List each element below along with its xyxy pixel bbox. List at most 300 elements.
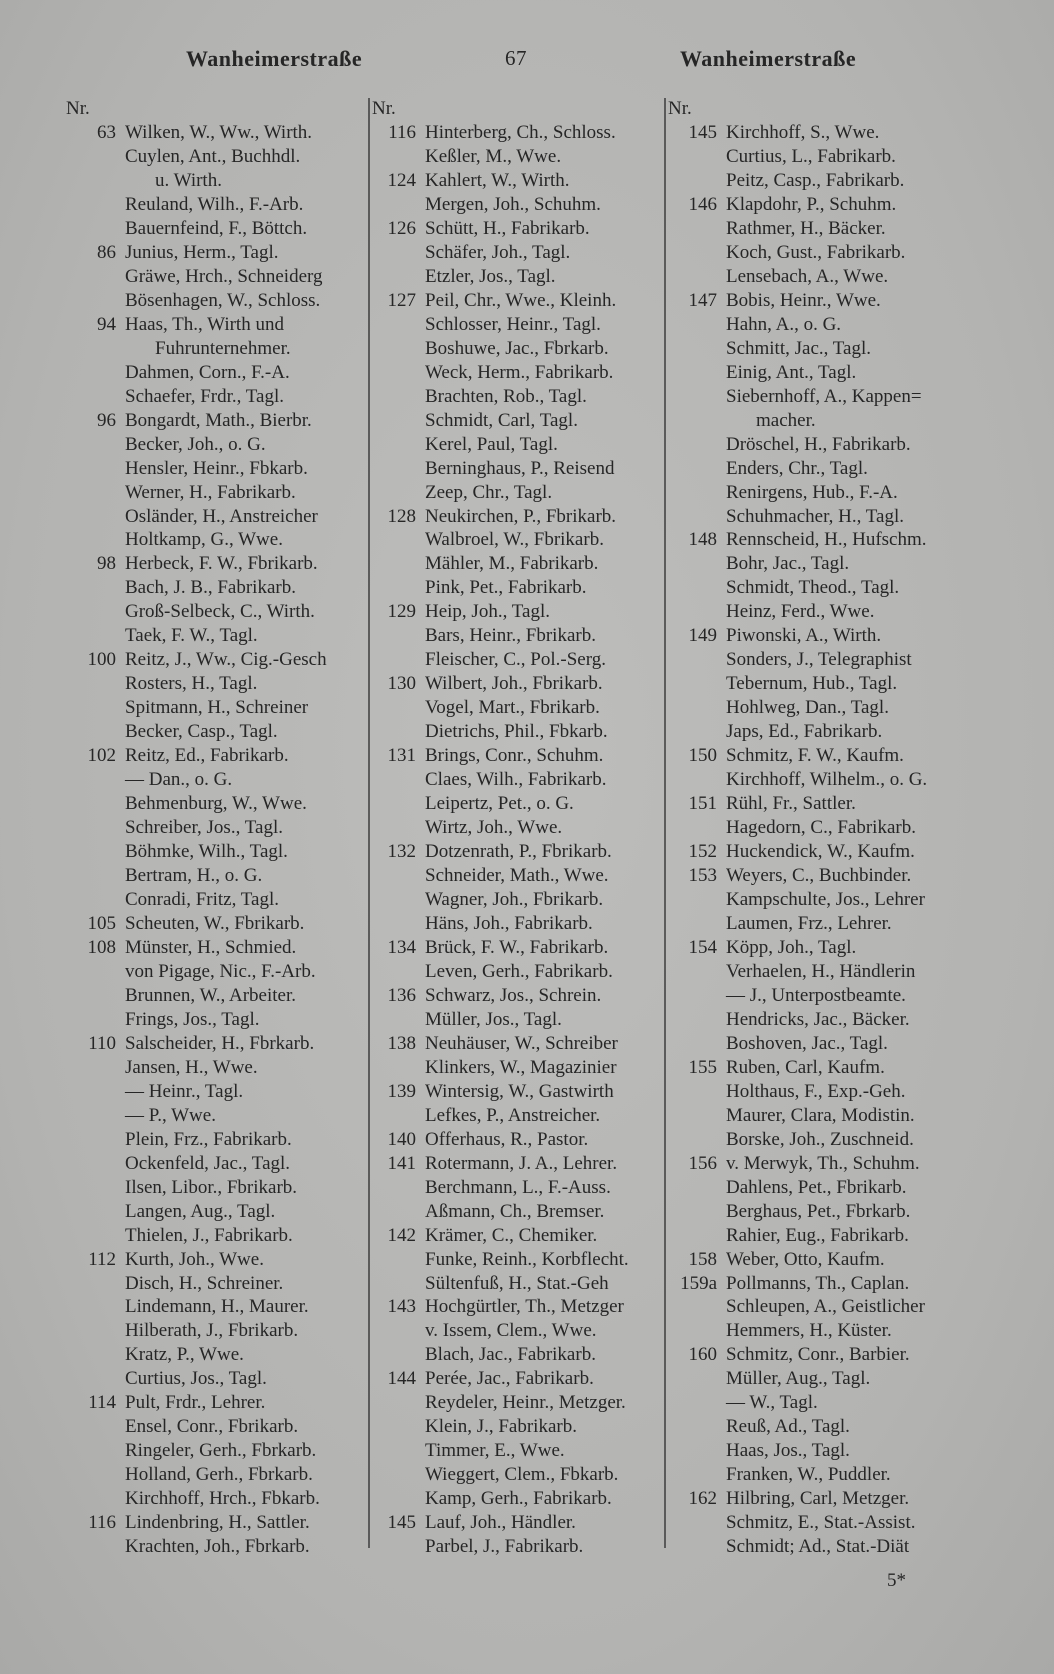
house-number bbox=[372, 1487, 425, 1511]
directory-entry bbox=[668, 624, 968, 648]
resident-entry-text: Schmitz, E., Stat.-Assist. bbox=[726, 1512, 916, 1534]
directory-entry bbox=[372, 624, 662, 648]
resident-entry-text: Dietrichs, Phil., Fbkarb. bbox=[425, 721, 608, 743]
house-number: 129 bbox=[387, 601, 416, 623]
directory-entry bbox=[66, 1224, 366, 1248]
directory-entry bbox=[372, 1200, 662, 1224]
resident-entry-text: Weyers, C., Buchbinder. bbox=[726, 865, 912, 887]
resident-entry-text: Sültenfuß, H., Stat.-Geh bbox=[425, 1272, 609, 1294]
resident-entry-text: Kahlert, W., Wirth. bbox=[425, 169, 570, 191]
house-number bbox=[66, 481, 125, 505]
resident-entry-text: Rathmer, H., Bäcker. bbox=[726, 217, 886, 239]
house-number bbox=[66, 888, 125, 912]
directory-entry bbox=[66, 385, 366, 409]
house-number bbox=[668, 1295, 726, 1319]
resident-entry-text: Ringeler, Gerh., Fbrkarb. bbox=[125, 1440, 317, 1462]
house-number bbox=[66, 624, 125, 648]
resident-entry-text: Becker, Joh., o. G. bbox=[125, 433, 266, 455]
house-number-heading: Nr. bbox=[66, 98, 90, 119]
house-number bbox=[66, 720, 125, 744]
directory-entry bbox=[372, 1104, 662, 1128]
house-number bbox=[668, 457, 726, 481]
directory-entry bbox=[668, 648, 968, 672]
resident-entry-text: Jansen, H., Wwe. bbox=[125, 1056, 258, 1078]
house-number bbox=[66, 1487, 125, 1511]
house-number: 134 bbox=[387, 936, 416, 958]
resident-entry-text: von Pigage, Nic., F.-Arb. bbox=[125, 960, 316, 982]
directory-entry bbox=[668, 1319, 968, 1343]
directory-entry bbox=[66, 313, 366, 337]
house-number: 128 bbox=[387, 505, 416, 527]
resident-entry-text: Laumen, Frz., Lehrer. bbox=[726, 912, 892, 934]
directory-entry bbox=[66, 121, 366, 145]
resident-entry-text: Franken, W., Puddler. bbox=[726, 1464, 891, 1486]
house-number: 149 bbox=[688, 625, 717, 647]
resident-entry-text: Haas, Jos., Tagl. bbox=[726, 1440, 850, 1462]
house-number bbox=[66, 1176, 125, 1200]
resident-entry-text: Fuhrunternehmer. bbox=[155, 337, 291, 359]
directory-entry bbox=[372, 792, 662, 816]
directory-entry bbox=[372, 552, 662, 576]
directory-entry bbox=[372, 409, 662, 433]
directory-entry bbox=[668, 1343, 968, 1367]
directory-entry bbox=[66, 1535, 366, 1559]
house-number: 96 bbox=[97, 409, 116, 431]
resident-entry-text: Lensebach, A., Wwe. bbox=[726, 265, 889, 287]
house-number bbox=[668, 1128, 726, 1152]
house-number bbox=[66, 169, 125, 193]
directory-entry bbox=[668, 552, 968, 576]
directory-entry bbox=[372, 744, 662, 768]
house-number: 116 bbox=[88, 1512, 116, 1534]
resident-entry-text: Becker, Casp., Tagl. bbox=[125, 721, 278, 743]
house-number bbox=[66, 1008, 125, 1032]
house-number: 160 bbox=[688, 1344, 717, 1366]
resident-entry-text: Weck, Herm., Fabrikarb. bbox=[425, 361, 614, 383]
house-number bbox=[66, 696, 125, 720]
resident-entry-text: Müller, Aug., Tagl. bbox=[726, 1368, 871, 1390]
house-number bbox=[668, 481, 726, 505]
resident-entry-text: Claes, Wilh., Fabrikarb. bbox=[425, 769, 607, 791]
house-number: 155 bbox=[688, 1056, 717, 1078]
resident-entry-text: Bongardt, Math., Bierbr. bbox=[125, 409, 312, 431]
resident-entry-text: — Heinr., Tagl. bbox=[125, 1080, 244, 1102]
resident-entry-text: Cuylen, Ant., Buchhdl. bbox=[125, 145, 301, 167]
house-number bbox=[66, 600, 125, 624]
directory-entry bbox=[66, 768, 366, 792]
house-number bbox=[66, 1104, 125, 1128]
resident-entry-text: Aßmann, Ch., Bremser. bbox=[425, 1200, 605, 1222]
directory-entry bbox=[66, 289, 366, 313]
running-header-right: Wanheimerstraße bbox=[680, 46, 857, 71]
directory-entry bbox=[668, 433, 968, 457]
resident-entry-text: Bauernfeind, F., Böttch. bbox=[125, 217, 308, 239]
house-number bbox=[66, 265, 125, 289]
resident-entry-text: Hemmers, H., Küster. bbox=[726, 1320, 892, 1342]
house-number bbox=[66, 672, 125, 696]
resident-entry-text: Curtius, Jos., Tagl. bbox=[125, 1368, 267, 1390]
directory-entry bbox=[372, 337, 662, 361]
resident-entry-text: Pink, Pet., Fabrikarb. bbox=[425, 577, 587, 599]
resident-entry-text: Rennscheid, H., Hufschm. bbox=[726, 529, 927, 551]
directory-entry bbox=[668, 1391, 968, 1415]
directory-entry bbox=[372, 1128, 662, 1152]
directory-entry bbox=[66, 1200, 366, 1224]
house-number bbox=[66, 457, 125, 481]
resident-entry-text: Blach, Jac., Fabrikarb. bbox=[425, 1344, 596, 1366]
house-number bbox=[372, 1463, 425, 1487]
directory-entry bbox=[372, 672, 662, 696]
house-number: 116 bbox=[388, 122, 416, 143]
resident-entry-text: Rosters, H., Tagl. bbox=[125, 673, 258, 695]
resident-entry-text: Schmitt, Jac., Tagl. bbox=[726, 337, 872, 359]
house-number bbox=[372, 1272, 425, 1296]
resident-entry-text: Kamp, Gerh., Fabrikarb. bbox=[425, 1488, 612, 1510]
directory-entry bbox=[668, 1535, 968, 1559]
directory-entry bbox=[372, 1295, 662, 1319]
resident-entry-text: Lauf, Joh., Händler. bbox=[425, 1512, 576, 1534]
house-number bbox=[372, 145, 425, 169]
house-number: 145 bbox=[688, 122, 717, 143]
house-number bbox=[668, 361, 726, 385]
house-number bbox=[668, 505, 726, 529]
directory-entry bbox=[668, 217, 968, 241]
directory-entry bbox=[668, 457, 968, 481]
resident-entry-text: Haas, Th., Wirth und bbox=[125, 313, 284, 335]
house-number: 154 bbox=[688, 936, 717, 958]
resident-entry-text: Ensel, Conr., Fbrikarb. bbox=[125, 1416, 299, 1438]
directory-entry bbox=[66, 936, 366, 960]
directory-entry bbox=[66, 241, 366, 265]
resident-entry-text: Holland, Gerh., Fbrkarb. bbox=[125, 1464, 313, 1486]
directory-entry bbox=[372, 1391, 662, 1415]
directory-entry bbox=[66, 433, 366, 457]
resident-entry-text: Thielen, J., Fabrikarb. bbox=[125, 1224, 293, 1246]
directory-entry bbox=[668, 169, 968, 193]
directory-entry bbox=[668, 193, 968, 217]
directory-entry bbox=[66, 696, 366, 720]
resident-entry-text: Brunnen, W., Arbeiter. bbox=[125, 984, 296, 1006]
house-number bbox=[372, 265, 425, 289]
resident-entry-text: Münster, H., Schmied. bbox=[125, 936, 297, 958]
column-divider bbox=[368, 98, 370, 1548]
directory-entry bbox=[668, 720, 968, 744]
house-number bbox=[668, 1200, 726, 1224]
directory-entry bbox=[372, 169, 662, 193]
directory-entry bbox=[66, 457, 366, 481]
directory-entry bbox=[66, 720, 366, 744]
directory-entry bbox=[668, 1487, 968, 1511]
house-number bbox=[372, 1343, 425, 1367]
directory-entry bbox=[668, 888, 968, 912]
house-number bbox=[66, 1056, 125, 1080]
resident-entry-text: Pult, Frdr., Lehrer. bbox=[125, 1392, 266, 1414]
house-number bbox=[668, 1176, 726, 1200]
house-number bbox=[372, 1248, 425, 1272]
house-number bbox=[66, 1367, 125, 1391]
house-number bbox=[372, 768, 425, 792]
directory-entry bbox=[372, 289, 662, 313]
house-number bbox=[668, 241, 726, 265]
house-number: 132 bbox=[387, 841, 416, 863]
house-number bbox=[668, 768, 726, 792]
directory-entry bbox=[668, 1367, 968, 1391]
resident-entry-text: Müller, Jos., Tagl. bbox=[425, 1008, 562, 1030]
directory-entry bbox=[66, 576, 366, 600]
house-number bbox=[668, 1032, 726, 1056]
house-number: 124 bbox=[387, 169, 416, 191]
house-number: 148 bbox=[688, 529, 717, 551]
directory-entry bbox=[66, 193, 366, 217]
resident-entry-text: Junius, Herm., Tagl. bbox=[125, 241, 279, 263]
house-number: 130 bbox=[387, 673, 416, 695]
resident-entry-text: Plein, Frz., Fabrikarb. bbox=[125, 1128, 292, 1150]
house-number bbox=[668, 576, 726, 600]
house-number bbox=[372, 816, 425, 840]
directory-entry bbox=[66, 505, 366, 529]
house-number: 153 bbox=[688, 865, 717, 887]
resident-entry-text: Berghaus, Pet., Fbrkarb. bbox=[726, 1200, 911, 1222]
resident-entry-text: Mergen, Joh., Schuhm. bbox=[425, 193, 601, 215]
resident-entry-text: Weber, Otto, Kaufm. bbox=[726, 1248, 885, 1270]
directory-entry bbox=[372, 1463, 662, 1487]
resident-entry-text: Scheuten, W., Fbrikarb. bbox=[125, 912, 305, 934]
directory-entry bbox=[66, 1319, 366, 1343]
resident-entry-text: Reitz, J., Ww., Cig.-Gesch bbox=[125, 649, 327, 671]
resident-entry-text: Parbel, J., Fabrikarb. bbox=[425, 1536, 584, 1558]
directory-entry bbox=[668, 409, 968, 433]
resident-entry-text: Japs, Ed., Fabrikarb. bbox=[726, 721, 883, 743]
house-number: 138 bbox=[387, 1032, 416, 1054]
resident-entry-text: Herbeck, F. W., Fbrikarb. bbox=[125, 553, 318, 575]
directory-entry bbox=[668, 1128, 968, 1152]
resident-entry-text: — W., Tagl. bbox=[726, 1392, 818, 1414]
column-divider bbox=[664, 98, 666, 1548]
directory-entry bbox=[372, 433, 662, 457]
directory-entry bbox=[668, 840, 968, 864]
directory-entry bbox=[668, 600, 968, 624]
house-number bbox=[372, 385, 425, 409]
house-number bbox=[668, 600, 726, 624]
directory-entry bbox=[66, 864, 366, 888]
house-number bbox=[668, 912, 726, 936]
directory-entry bbox=[372, 145, 662, 169]
resident-entry-text: Vogel, Mart., Fbrikarb. bbox=[425, 697, 600, 719]
resident-entry-text: Hinterberg, Ch., Schloss. bbox=[425, 122, 616, 143]
signature-mark: 5* bbox=[887, 1570, 906, 1591]
directory-entry bbox=[668, 313, 968, 337]
resident-entry-text: Lindenbring, H., Sattler. bbox=[125, 1512, 310, 1534]
directory-entry bbox=[372, 528, 662, 552]
directory-entry bbox=[668, 289, 968, 313]
resident-entry-text: Heip, Joh., Tagl. bbox=[425, 601, 550, 623]
directory-entry bbox=[66, 1032, 366, 1056]
resident-entry-text: — P., Wwe. bbox=[125, 1104, 216, 1126]
resident-entry-text: Bobis, Heinr., Wwe. bbox=[726, 289, 881, 311]
directory-entry bbox=[372, 1511, 662, 1535]
resident-entry-text: Boshoven, Jac., Tagl. bbox=[726, 1032, 888, 1054]
resident-entry-text: Kurth, Joh., Wwe. bbox=[125, 1248, 264, 1270]
resident-entry-text: Wirtz, Joh., Wwe. bbox=[425, 817, 563, 839]
directory-entry bbox=[668, 1152, 968, 1176]
resident-entry-text: Schmitz, Conr., Barbier. bbox=[726, 1344, 910, 1366]
resident-entry-text: Einig, Ant., Tagl. bbox=[726, 361, 857, 383]
house-number bbox=[372, 1008, 425, 1032]
directory-entry bbox=[66, 912, 366, 936]
resident-entry-text: Hagedorn, C., Fabrikarb. bbox=[726, 817, 916, 839]
directory-entry bbox=[66, 1248, 366, 1272]
resident-entry-text: Kirchhoff, S., Wwe. bbox=[726, 122, 880, 143]
directory-entry bbox=[66, 169, 366, 193]
house-number bbox=[372, 648, 425, 672]
house-number bbox=[372, 720, 425, 744]
directory-entry bbox=[668, 1272, 968, 1296]
resident-entry-text: Reuland, Wilh., F.-Arb. bbox=[125, 193, 304, 215]
directory-entry bbox=[372, 1415, 662, 1439]
directory-entry bbox=[372, 1535, 662, 1559]
house-number: 98 bbox=[97, 553, 116, 575]
resident-entry-text: Schneider, Math., Wwe. bbox=[425, 865, 609, 887]
house-number bbox=[372, 337, 425, 361]
directory-entry bbox=[66, 337, 366, 361]
resident-entry-text: Kirchhoff, Wilhelm., o. G. bbox=[726, 769, 928, 791]
house-number bbox=[66, 145, 125, 169]
resident-entry-text: Berninghaus, P., Reisend bbox=[425, 457, 615, 479]
resident-entry-text: Berchmann, L., F.-Auss. bbox=[425, 1176, 611, 1198]
resident-entry-text: Schaefer, Frdr., Tagl. bbox=[125, 385, 285, 407]
directory-entry bbox=[372, 720, 662, 744]
house-number bbox=[372, 1535, 425, 1559]
house-number: 143 bbox=[387, 1296, 416, 1318]
house-number bbox=[372, 696, 425, 720]
resident-entry-text: Tebernum, Hub., Tagl. bbox=[726, 673, 898, 695]
house-number bbox=[66, 505, 125, 529]
directory-entry bbox=[668, 984, 968, 1008]
resident-entry-text: Peil, Chr., Wwe., Kleinh. bbox=[425, 289, 617, 311]
resident-entry-text: Rühl, Fr., Sattler. bbox=[726, 793, 856, 815]
house-number bbox=[66, 1080, 125, 1104]
resident-entry-text: Ilsen, Libor., Fbrikarb. bbox=[125, 1176, 298, 1198]
directory-entry bbox=[372, 265, 662, 289]
resident-entry-text: Schütt, H., Fabrikarb. bbox=[425, 217, 590, 239]
resident-entry-text: Schwarz, Jos., Schrein. bbox=[425, 984, 602, 1006]
directory-entry bbox=[66, 816, 366, 840]
directory-entry bbox=[372, 1319, 662, 1343]
house-number: 144 bbox=[387, 1368, 416, 1390]
house-number bbox=[66, 960, 125, 984]
resident-entry-text: v. Merwyk, Th., Schuhm. bbox=[726, 1152, 920, 1174]
directory-entry bbox=[668, 528, 968, 552]
house-number: 159a bbox=[680, 1272, 717, 1294]
directory-entry bbox=[66, 1367, 366, 1391]
house-number bbox=[668, 1224, 726, 1248]
directory-entry bbox=[66, 744, 366, 768]
directory-entry bbox=[668, 1295, 968, 1319]
directory-entry bbox=[372, 600, 662, 624]
directory-entry bbox=[372, 481, 662, 505]
resident-entry-text: Werner, H., Fabrikarb. bbox=[125, 481, 296, 503]
directory-entry bbox=[668, 792, 968, 816]
house-number: 100 bbox=[87, 649, 116, 671]
directory-entry bbox=[372, 1343, 662, 1367]
house-number bbox=[372, 888, 425, 912]
resident-entry-text: Wagner, Joh., Fbrikarb. bbox=[425, 889, 604, 910]
directory-entry bbox=[66, 888, 366, 912]
house-number bbox=[668, 265, 726, 289]
directory-entry bbox=[66, 1295, 366, 1319]
directory-entry bbox=[66, 1272, 366, 1296]
resident-entry-text: Schuhmacher, H., Tagl. bbox=[726, 505, 905, 527]
directory-entry bbox=[372, 241, 662, 265]
directory-entry bbox=[668, 145, 968, 169]
house-number bbox=[372, 1391, 425, 1415]
house-number: 156 bbox=[688, 1152, 717, 1174]
house-number bbox=[372, 912, 425, 936]
resident-entry-text: Perée, Jac., Fabrikarb. bbox=[425, 1368, 594, 1390]
house-number bbox=[66, 576, 125, 600]
house-number bbox=[668, 552, 726, 576]
resident-entry-text: Wilbert, Joh., Fbrikarb. bbox=[425, 673, 603, 695]
house-number: 112 bbox=[88, 1248, 116, 1270]
house-number bbox=[668, 1367, 726, 1391]
resident-entry-text: Offerhaus, R., Pastor. bbox=[425, 1128, 589, 1150]
house-number bbox=[66, 1319, 125, 1343]
house-number bbox=[372, 1104, 425, 1128]
resident-entry-text: Schleupen, A., Geistlicher bbox=[726, 1296, 925, 1318]
house-number bbox=[372, 552, 425, 576]
directory-entry bbox=[668, 1176, 968, 1200]
directory-entry bbox=[372, 361, 662, 385]
resident-entry-text: Ruben, Carl, Kaufm. bbox=[726, 1056, 885, 1078]
resident-entry-text: Enders, Chr., Tagl. bbox=[726, 457, 868, 479]
house-number bbox=[372, 241, 425, 265]
resident-entry-text: Wilken, W., Ww., Wirth. bbox=[125, 122, 313, 143]
house-number-heading: Nr. bbox=[372, 98, 396, 119]
directory-entry bbox=[66, 1343, 366, 1367]
resident-entry-text: Wieggert, Clem., Fbkarb. bbox=[425, 1464, 619, 1486]
resident-entry-text: Etzler, Jos., Tagl. bbox=[425, 265, 556, 287]
house-number bbox=[372, 528, 425, 552]
resident-entry-text: Bach, J. B., Fabrikarb. bbox=[125, 577, 296, 599]
house-number bbox=[668, 433, 726, 457]
house-number bbox=[372, 313, 425, 337]
house-number bbox=[668, 337, 726, 361]
house-number bbox=[66, 1152, 125, 1176]
resident-entry-text: Hahn, A., o. G. bbox=[726, 313, 842, 335]
house-number bbox=[668, 145, 726, 169]
house-number bbox=[668, 1008, 726, 1032]
resident-entry-text: Timmer, E., Wwe. bbox=[425, 1440, 565, 1462]
resident-entry-text: Osländer, H., Anstreicher bbox=[125, 505, 318, 527]
resident-entry-text: Kampschulte, Jos., Lehrer bbox=[726, 889, 925, 910]
directory-entry bbox=[372, 864, 662, 888]
resident-entry-text: — Dan., o. G. bbox=[125, 769, 233, 791]
house-number bbox=[668, 984, 726, 1008]
resident-entry-text: Klapdohr, P., Schuhm. bbox=[726, 193, 897, 215]
house-number: 86 bbox=[97, 241, 116, 263]
house-number bbox=[66, 337, 125, 361]
resident-entry-text: Kerel, Paul, Tagl. bbox=[425, 433, 558, 455]
resident-entry-text: Holtkamp, G., Wwe. bbox=[125, 529, 283, 551]
column-2 bbox=[372, 97, 662, 1559]
house-number bbox=[668, 1439, 726, 1463]
resident-entry-text: Reydeler, Heinr., Metzger. bbox=[425, 1392, 626, 1414]
directory-entry bbox=[668, 1200, 968, 1224]
resident-entry-text: Verhaelen, H., Händlerin bbox=[726, 960, 916, 982]
resident-entry-text: Häns, Joh., Fabrikarb. bbox=[425, 912, 593, 934]
resident-entry-text: Leipertz, Pet., o. G. bbox=[425, 793, 574, 815]
resident-entry-text: Conradi, Fritz, Tagl. bbox=[125, 889, 279, 910]
